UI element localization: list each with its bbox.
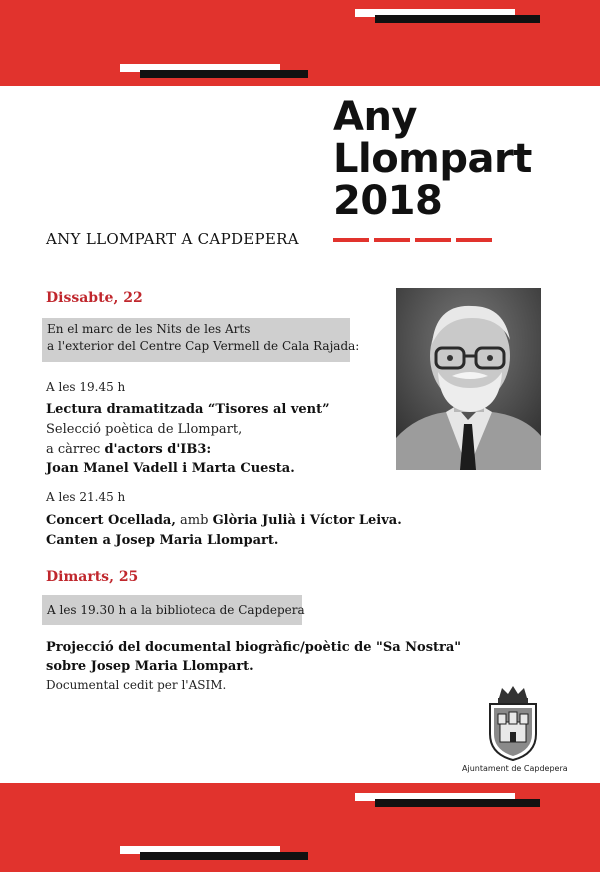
portrait-illustration [396,288,541,470]
event-detail: Selecció poètica de Llompart, [46,422,243,437]
concert-detail: Canten a Josep Maria Llompart. [46,533,279,548]
decor-bar [375,799,540,807]
subtitle: ANY LLOMPART A CAPDEPERA [46,230,299,248]
page-title [333,96,532,222]
concert-text: amb [175,513,213,528]
title-line: 2018 [333,178,443,224]
concert-name: Concert Ocellada, [46,513,176,528]
concert-line [46,513,402,528]
event-performers: Joan Manel Vadell i Marta Cuesta. [46,461,295,476]
venue-box [42,595,305,625]
venue-line: A les 19.30 h a la biblioteca de Capdepera [47,603,305,617]
portrait-photo [396,288,541,470]
event-title: Lectura dramatitzada “Tisores al vent” [46,402,330,417]
event-time: A les 19.45 h [46,380,126,394]
event-time: A les 21.45 h [46,490,126,504]
venue-line: a l'exterior del Centre Cap Vermell de Cala Rajada: [47,339,360,353]
venue-line: En el marc de les Nits de les Arts [47,322,251,336]
title-line: Any [333,94,418,140]
event-detail-bold: d'actors d'IB3: [104,442,212,457]
event-note: Documental cedit per l'ASIM. [46,678,227,692]
red-dash [415,238,451,242]
event-title: sobre Josep Maria Llompart. [46,659,254,674]
event-detail-text: a càrrec [46,442,105,457]
decor-bar [140,70,308,78]
venue-box [42,318,360,362]
event-day: Dissabte, 22 [46,290,143,306]
event-detail [46,442,211,457]
title-line: Llompart [333,136,532,182]
red-dash [374,238,410,242]
top-red-band [0,0,600,86]
concert-performers: Glòria Julià i Víctor Leiva. [212,513,402,528]
decor-bar [375,15,540,23]
bottom-red-band [0,783,600,872]
coat-of-arms-graphic [482,684,544,762]
logo-caption: Ajuntament de Capdepera [462,764,568,773]
coat-of-arms-icon [482,684,544,762]
decor-bar [140,852,308,860]
event-title: Projecció del documental biogràfic/poètic de "Sa Nostra" [46,640,462,655]
red-dash [333,238,369,242]
red-dash [456,238,492,242]
event-day: Dimarts, 25 [46,569,139,585]
